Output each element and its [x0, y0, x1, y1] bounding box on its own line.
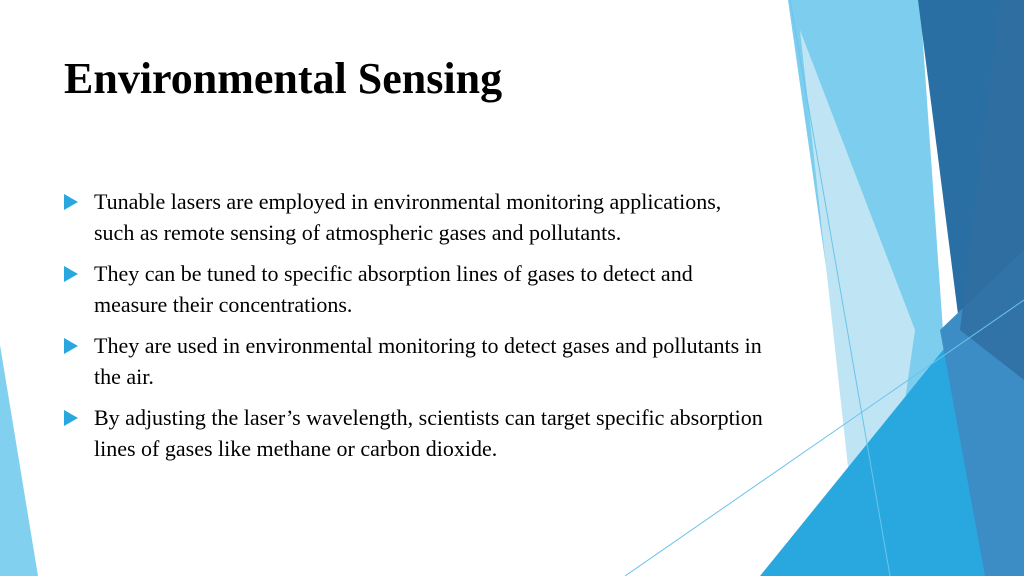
triangle-right-icon	[64, 330, 94, 361]
bullet-item	[64, 330, 764, 392]
bullet-item	[64, 186, 764, 248]
triangle-right-icon	[64, 402, 94, 433]
bullet-item	[64, 258, 764, 320]
triangle-right-icon	[64, 258, 94, 289]
left-edge-sliver	[0, 345, 38, 576]
bullet-text: By adjusting the laser’s wavelength, scientists can target specific absorption lines of gases like methane or carbon dioxide.	[94, 405, 763, 461]
bullet-text: They can be tuned to specific absorption lines of gases to detect and measure their concentrations.	[94, 261, 693, 317]
bullet-text: Tunable lasers are employed in environmental monitoring applications, such as remote sensing of atmospheric gases and pollutants.	[94, 189, 722, 245]
slide-title: Environmental Sensing	[64, 54, 503, 103]
bullet-list	[64, 186, 764, 474]
bullet-text: They are used in environmental monitoring to detect gases and pollutants in the air.	[94, 333, 762, 389]
bullet-item	[64, 402, 764, 464]
triangle-right-icon	[64, 186, 94, 217]
